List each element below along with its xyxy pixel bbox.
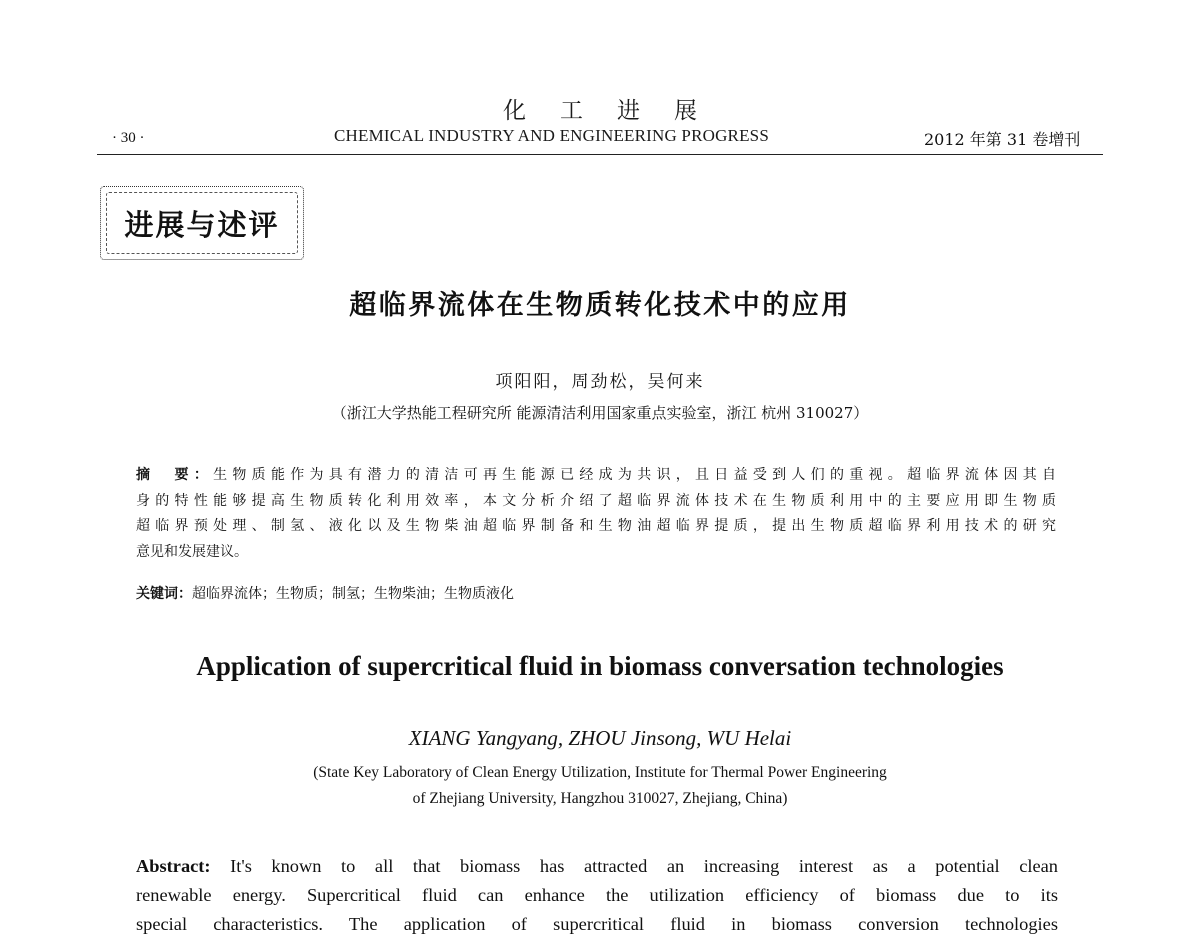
abstract-chinese-line: 超临界预处理、制氢、液化以及生物柴油超临界制备和生物油超临界提质，提出生物质超临界利用技术的研究 (136, 518, 1056, 534)
affiliation-english-line-2: of Zhejiang University, Hangzhou 310027, Zhejiang, China) (412, 790, 788, 807)
abstract-english-line: special characteristics. The application of supercritical fluid in biomass conversion technologies (136, 914, 1058, 934)
abstract-chinese-line (136, 463, 1056, 489)
abstract-chinese (136, 463, 1056, 565)
keywords-chinese (136, 584, 1056, 604)
authors-chinese: 项阳阳，周劲松，吴何来 (495, 372, 705, 392)
abstract-chinese-label: 摘 要： (136, 467, 214, 483)
abstract-chinese-line: 身的特性能够提高生物质转化利用效率，本文分析介绍了超临界流体技术在生物质利用中的主要应用即生物质 (136, 492, 1056, 509)
page-number: · 30 · (112, 130, 145, 146)
issue-info: 2012 年第 31 卷增刊 (924, 130, 1081, 149)
affiliation-english-line-1: (State Key Laboratory of Clean Energy Utilization, Institute for Thermal Power Engineering (313, 764, 887, 781)
authors-english: XIANG Yangyang, ZHOU Jinsong, WU Helai (408, 726, 792, 750)
abstract-english-label: Abstract: (136, 856, 211, 876)
section-badge (100, 186, 304, 260)
abstract-english-text: It's known to all that biomass has attracted an increasing interest as a potential clean (230, 856, 1058, 876)
header-rule (97, 154, 1103, 155)
keywords-chinese-text: 超临界流体；生物质；制氢；生物柴油；生物质液化 (192, 586, 514, 602)
abstract-english (136, 852, 1058, 939)
article-title-chinese: 超临界流体在生物质转化技术中的应用 (349, 290, 851, 321)
abstract-english-line: renewable energy. Supercritical fluid can enhance the utilization efficiency of biomass due to its (136, 885, 1058, 905)
article-title-english: Application of supercritical fluid in biomass conversation technologies (196, 651, 1004, 681)
journal-title-english: CHEMICAL INDUSTRY AND ENGINEERING PROGRESS (334, 126, 769, 145)
affiliation-chinese: （浙江大学热能工程研究所 能源清洁利用国家重点实验室，浙江 杭州 310027） (331, 404, 869, 422)
abstract-chinese-line: 意见和发展建议。 (136, 543, 248, 560)
journal-title-chinese: 化工进展 (503, 98, 731, 124)
abstract-english-line (136, 852, 1058, 881)
section-badge-label: 进展与述评 (124, 207, 280, 242)
keywords-chinese-label: 关键词： (136, 586, 192, 602)
abstract-chinese-text: 生物质能作为具有潜力的清洁可再生能源已经成为共识，且日益受到人们的重视。超临界流体因其自 (213, 467, 1057, 483)
